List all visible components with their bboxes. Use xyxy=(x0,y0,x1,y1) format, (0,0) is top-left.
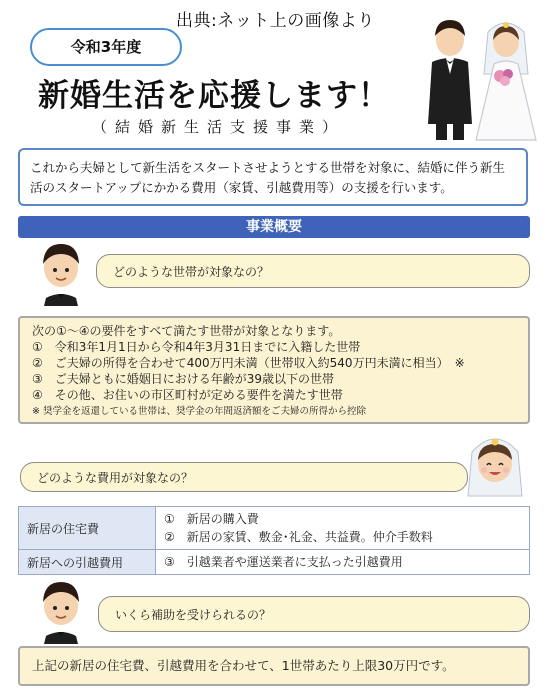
cost-items xyxy=(156,550,530,575)
section-title: 事業概要 xyxy=(18,216,530,238)
cost-item: ③ 引越業者や運送業者に支払った引越費用 xyxy=(164,555,403,569)
question-eligible-costs: どのような費用が対象なの？ xyxy=(20,462,468,492)
groom-avatar xyxy=(34,578,88,644)
bride-avatar xyxy=(462,430,528,500)
page-title: 新婚生活を応援します！ xyxy=(38,78,390,114)
question-subsidy-amount: いくら補助を受けられるの？ xyxy=(98,596,530,632)
intro-box: これから夫婦として新生活をスタートさせようとする世帯を対象に、結婚に伴う新生活のスタートアップにかかる費用（家賃、引越費用等）の支援を行います。 xyxy=(18,148,528,206)
requirement-item: ③ ご夫婦ともに婚姻日における年齢が39歳以下の世帯 xyxy=(32,372,335,386)
cost-item: ② 新居の家賃、敷金･礼金、共益費。仲介手数料 xyxy=(164,530,433,544)
groom-avatar xyxy=(34,240,88,306)
table-row xyxy=(19,507,530,550)
requirement-item: ② ご夫婦の所得を合わせて400万円未満（世帯収入約540万円未満に相当） ※ xyxy=(32,356,465,370)
cost-items xyxy=(156,507,530,550)
wedding-couple-illustration xyxy=(418,14,540,144)
cost-category-label: 新居の住宅費 xyxy=(19,507,156,550)
year-badge: 令和3年度 xyxy=(30,28,182,66)
subsidy-answer-box: 上記の新居の住宅費、引越費用を合わせて、1世帯あたり上限30万円です。 xyxy=(18,646,530,686)
requirement-item: ① 令和3年1月1日から令和4年3月31日までに入籍した世帯 xyxy=(32,340,361,354)
requirements-box xyxy=(18,316,530,424)
question-target-households: どのような世帯が対象なの？ xyxy=(96,254,530,288)
requirements-note: ※ 奨学金を返還している世帯は、奨学金の年間返済額をご夫婦の所得から控除 xyxy=(32,406,366,417)
table-row xyxy=(19,550,530,575)
requirements-lead: 次の①～④の要件をすべて満たす世帯が対象となります。 xyxy=(32,324,341,338)
source-note: 出典:ネット上の画像より xyxy=(176,11,375,31)
cost-category-label: 新居への引越費用 xyxy=(19,550,156,575)
cost-item: ① 新居の購入費 xyxy=(164,512,259,526)
eligible-costs-table xyxy=(18,506,530,575)
page-subtitle: （結婚新生活支援事業） xyxy=(92,118,346,136)
requirement-item: ④ その他、お住いの市区町村が定める要件を満たす世帯 xyxy=(32,388,343,402)
